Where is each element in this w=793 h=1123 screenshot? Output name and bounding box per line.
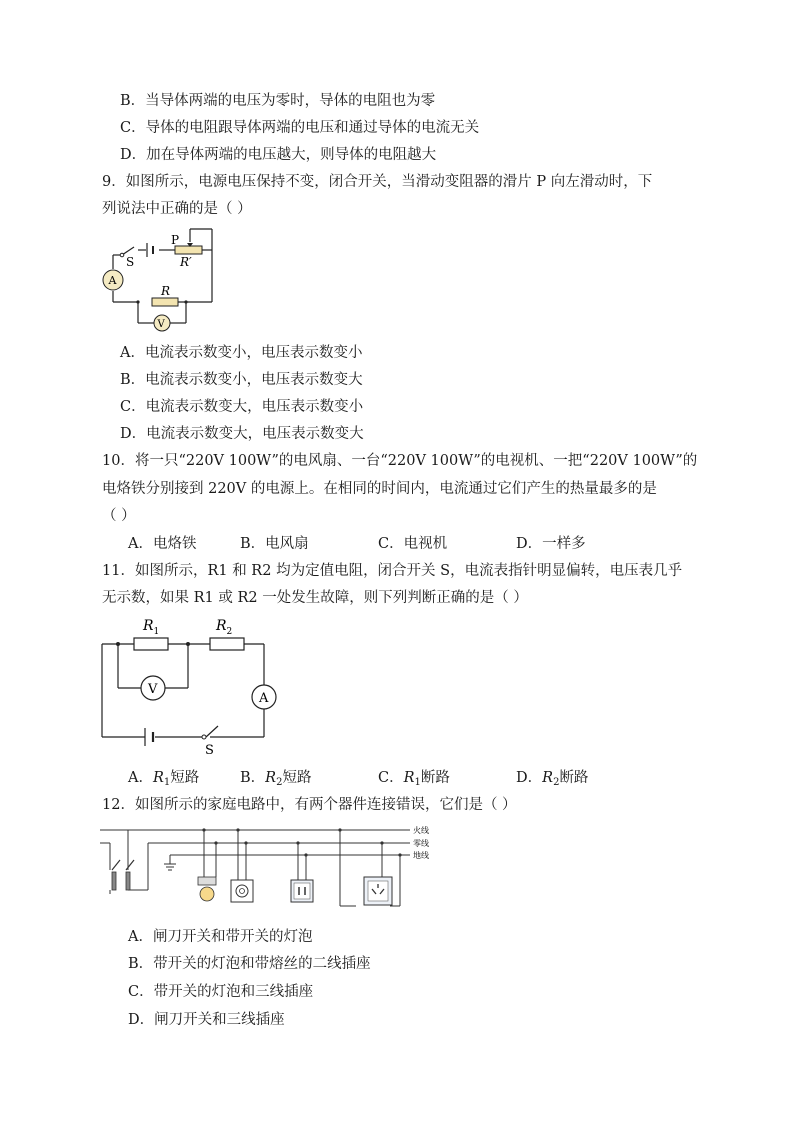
q10-stem-line2: 电烙铁分别接到 220V 的电源上。在相同的时间内，电流通过它们产生的热量最多的是 [102, 481, 657, 497]
q11-resistor-r2 [210, 638, 244, 650]
q11-option-b: B．$R_2$短路 [240, 770, 312, 788]
q12-dot-9 [398, 853, 401, 856]
q11-label-switch: S [205, 743, 214, 758]
q11-option-d: D．$R_2$断路 [516, 770, 589, 788]
q9-switch-contact [120, 253, 124, 257]
q9-label-switch: S [126, 255, 135, 269]
q12-label-live: 火线 [413, 826, 429, 835]
q9-option-d: D．电流表示数变大，电压表示数变大 [120, 426, 364, 442]
q8-option-b: B．当导体两端的电压为零时，导体的电阻也为零 [120, 93, 436, 109]
q10-option-b: B．电风扇 [240, 536, 309, 552]
q12-dot-2 [214, 841, 217, 844]
q9-option-c: C．电流表示数变大，电压表示数变小 [120, 399, 364, 415]
q10-options [0, 535, 793, 553]
q11-label-voltmeter: V [148, 682, 158, 697]
q11-stem-line1: 11．如图所示，R1 和 R2 均为定值电阻，闭合开关 S，电流表指针明显偏转，电压表几乎 [102, 563, 683, 579]
q12-option-b: B．带开关的灯泡和带熔丝的二线插座 [128, 956, 371, 972]
q9-option-a: A．电流表示数变小，电压表示数变小 [120, 345, 363, 361]
q11-options [0, 769, 793, 787]
q9-stem-line1: 9．如图所示，电源电压保持不变，闭合开关，当滑动变阻器的滑片 P 向左滑动时，下 [102, 174, 653, 190]
q9-label-ammeter: A [108, 274, 117, 287]
q9-junction-right [184, 300, 187, 303]
q10-option-a: A．电烙铁 [128, 536, 197, 552]
q9-stem-line2: 列说法中正确的是（ ） [102, 201, 252, 217]
q11-label-ammeter: A [259, 691, 269, 706]
q12-option-d: D．闸刀开关和三线插座 [128, 1012, 285, 1028]
q12-fuse-socket-center [240, 889, 245, 894]
q11-resistor-r1 [134, 638, 168, 650]
q9-circuit-diagram [100, 222, 230, 337]
q12-knife-switch-left-fuse [112, 872, 116, 890]
q12-label-neutral: 零线 [413, 839, 429, 848]
q12-lamp-switch [198, 877, 216, 885]
q12-dot-7 [338, 828, 341, 831]
q11-option-a: A．$R_1$短路 [128, 770, 200, 788]
q11-switch-contact [202, 735, 206, 739]
q10-option-d: D．一样多 [516, 536, 586, 552]
q12-label-ground: 地线 [413, 851, 429, 860]
q12-two-pin-face [294, 883, 310, 899]
q10-stem-line3: （ ） [102, 508, 136, 524]
q11-stem-line2: 无示数，如果 R1 或 R2 一处发生故障，则下列判断正确的是（ ） [102, 590, 528, 606]
q12-option-c: C．带开关的灯泡和三线插座 [128, 984, 314, 1000]
q9-label-resistor: R [161, 284, 171, 298]
q12-knife-blade-1 [112, 860, 120, 870]
q12-option-a: A．闸刀开关和带开关的灯泡 [128, 929, 313, 945]
q11-junction-1 [116, 642, 120, 646]
q10-option-c: C．电视机 [378, 536, 448, 552]
q9-label-slider: P [171, 233, 180, 247]
q8-option-d: D．加在导体两端的电压越大，则导体的电阻越大 [120, 147, 437, 163]
q11-label-r2: $R_2$ [216, 618, 233, 637]
q12-knife-blade-2 [126, 860, 134, 870]
q9-option-b: B．电流表示数变小，电压表示数变大 [120, 372, 363, 388]
q12-lamp-bulb [200, 887, 214, 901]
q12-stem: 12．如图所示的家庭电路中，有两个器件连接错误，它们是（ ） [102, 797, 517, 813]
q12-dot-3 [236, 828, 239, 831]
q9-resistor [152, 298, 178, 306]
q12-dot-1 [202, 828, 205, 831]
q11-junction-2 [186, 642, 190, 646]
q10-stem-line1: 10．将一只“220V 100W”的电风扇、一台“220V 100W”的电视机、一把“220V 100W”的 [102, 453, 698, 469]
q11-option-c: C．$R_1$断路 [378, 770, 450, 788]
q12-dot-8 [380, 841, 383, 844]
q9-junction-left [136, 300, 139, 303]
q12-household-circuit-diagram [100, 822, 440, 912]
q12-dot-6 [304, 853, 307, 856]
q11-circuit-diagram [98, 612, 283, 757]
q12-dot-4 [244, 841, 247, 844]
q12-dot-5 [296, 841, 299, 844]
q9-label-voltmeter: V [157, 319, 165, 330]
q11-label-r1: $R_1$ [143, 618, 160, 637]
q8-option-c: C．导体的电阻跟导体两端的电压和通过导体的电流无关 [120, 120, 480, 136]
q9-rheostat [175, 246, 202, 254]
q12-knife-switch-right-fuse [126, 872, 130, 890]
q9-label-rheostat: R′ [180, 255, 192, 269]
